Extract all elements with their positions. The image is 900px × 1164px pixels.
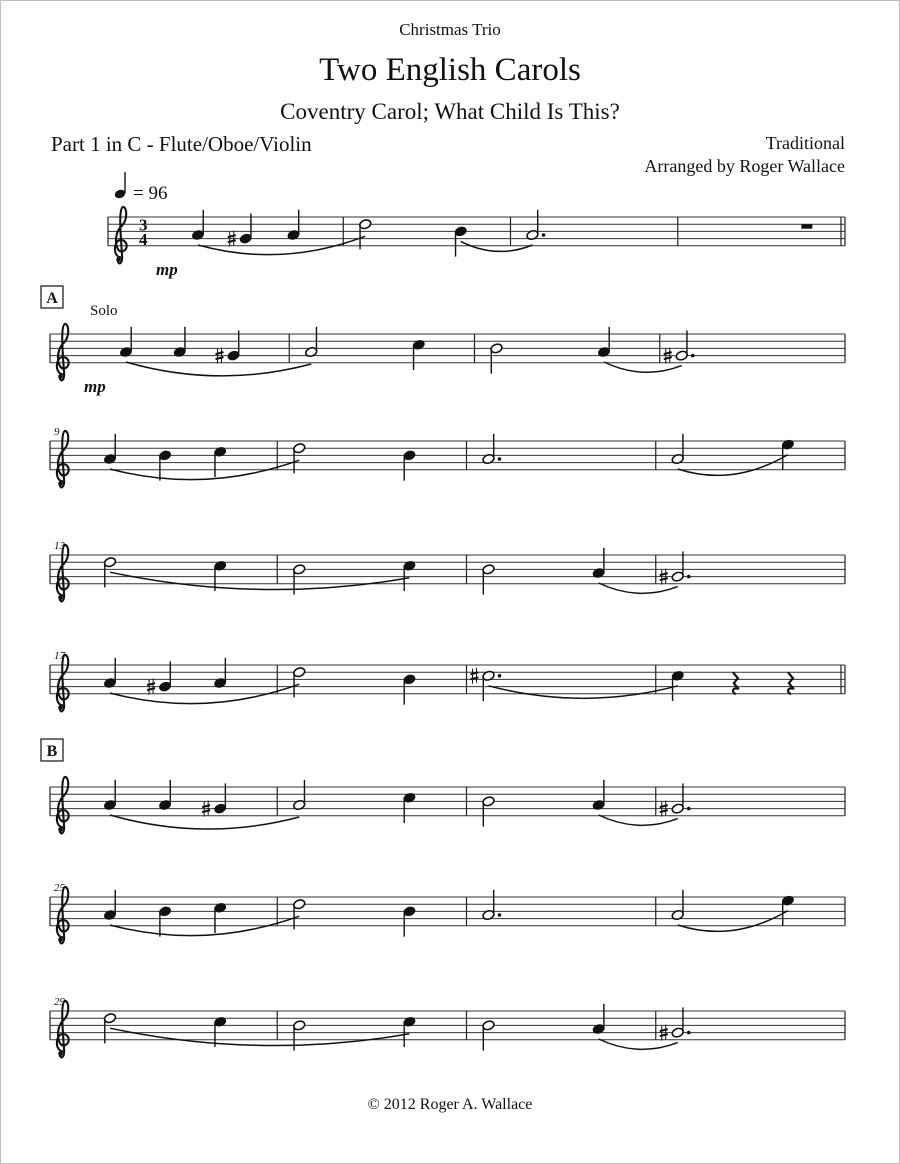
dot	[687, 1031, 691, 1035]
slur	[599, 583, 678, 593]
tempo-value: = 96	[133, 183, 168, 204]
staff-system-8	[50, 996, 845, 1057]
note	[158, 906, 171, 937]
tempo-marking	[114, 172, 168, 204]
treble-clef-icon	[57, 324, 69, 380]
note	[239, 213, 252, 244]
solo-marking: Solo	[90, 303, 118, 319]
note	[214, 1016, 227, 1047]
treble-clef-icon	[115, 207, 127, 263]
note	[482, 890, 501, 921]
slur	[489, 686, 678, 699]
rehearsal-mark	[41, 286, 63, 308]
measure-number: 9	[54, 426, 60, 438]
note	[191, 210, 204, 241]
staff-system-1	[108, 172, 845, 279]
slur	[599, 1039, 678, 1049]
note	[158, 780, 171, 811]
note	[671, 890, 684, 921]
slur	[110, 815, 299, 829]
note	[403, 1016, 416, 1047]
piece-subtitle: Coventry Carol; What Child Is This?	[280, 99, 620, 124]
slur	[599, 815, 678, 825]
note	[403, 674, 416, 705]
dot	[691, 354, 695, 358]
staff-system-3	[50, 426, 845, 487]
note	[454, 226, 467, 257]
time-signature-top: 3	[139, 215, 148, 235]
note	[671, 551, 690, 582]
slur	[678, 455, 788, 476]
quarter-rest-icon	[733, 672, 739, 694]
note	[103, 557, 116, 588]
note	[287, 210, 300, 241]
note	[214, 560, 227, 591]
note	[403, 792, 416, 823]
dot	[498, 913, 502, 917]
treble-clef-icon	[57, 777, 69, 833]
note	[526, 210, 545, 241]
measure-number: 17	[54, 650, 65, 662]
note	[103, 890, 116, 921]
note	[671, 783, 690, 814]
measure-number: 29	[54, 996, 65, 1008]
note	[173, 327, 186, 358]
note	[592, 780, 605, 811]
staff-system-4	[50, 540, 845, 601]
note	[592, 548, 605, 579]
note	[671, 670, 684, 701]
time-signature-bottom: 4	[139, 229, 148, 249]
quarter-rest-icon	[788, 672, 794, 694]
note	[103, 658, 116, 689]
note	[403, 450, 416, 481]
slur	[461, 241, 533, 251]
staff-system-7	[50, 882, 845, 943]
note	[675, 330, 694, 361]
note	[482, 1020, 495, 1051]
note	[158, 661, 171, 692]
treble-clef-icon	[57, 431, 69, 487]
rehearsal-letter: A	[46, 290, 58, 307]
dot	[687, 575, 691, 579]
note	[103, 434, 116, 465]
slur	[604, 362, 682, 372]
whole-rest-icon	[801, 224, 812, 229]
arranger: Arranged by Roger Wallace	[644, 156, 845, 176]
staff-system-5	[50, 650, 845, 711]
note	[592, 1004, 605, 1035]
collection-title: Christmas Trio	[399, 20, 501, 39]
note	[671, 1007, 690, 1038]
note	[359, 219, 372, 250]
time-signature	[139, 215, 148, 248]
piece-title: Two English Carols	[319, 52, 581, 88]
treble-clef-icon	[57, 655, 69, 711]
note	[305, 327, 318, 358]
note	[482, 434, 501, 465]
note	[214, 902, 227, 933]
slur	[110, 572, 409, 589]
note	[119, 327, 132, 358]
composer: Traditional	[765, 133, 845, 153]
note	[103, 1013, 116, 1044]
note	[403, 560, 416, 591]
note	[293, 899, 306, 930]
note	[214, 783, 227, 814]
note	[214, 446, 227, 477]
slur	[110, 1028, 409, 1045]
note	[781, 439, 794, 470]
staff-system-2	[41, 286, 845, 396]
dot	[687, 807, 691, 811]
note	[781, 895, 794, 926]
note	[403, 906, 416, 937]
dynamic-marking: mp	[84, 376, 106, 396]
note	[158, 450, 171, 481]
note	[293, 780, 306, 811]
staff-system-6	[41, 739, 845, 833]
rehearsal-mark	[41, 739, 63, 761]
note	[671, 434, 684, 465]
measure-number: 25	[54, 882, 65, 894]
note	[482, 796, 495, 827]
copyright-notice: © 2012 Roger A. Wallace	[367, 1096, 533, 1113]
note	[214, 658, 227, 689]
dot	[498, 457, 502, 461]
note	[482, 564, 495, 595]
note	[227, 330, 240, 361]
dot	[498, 674, 502, 678]
part-name: Part 1 in C - Flute/Oboe/Violin	[51, 132, 312, 156]
note	[293, 443, 306, 474]
dot	[542, 233, 546, 237]
treble-clef-icon	[57, 1001, 69, 1057]
note	[597, 327, 610, 358]
note	[412, 339, 425, 370]
note	[293, 667, 306, 698]
sharp-icon	[471, 668, 479, 684]
note	[490, 343, 503, 374]
note	[482, 670, 501, 701]
treble-clef-icon	[57, 545, 69, 601]
treble-clef-icon	[57, 887, 69, 943]
rehearsal-letter: B	[46, 743, 58, 760]
dynamic-marking: mp	[156, 259, 178, 279]
slur	[678, 911, 788, 932]
measure-number: 13	[54, 540, 65, 552]
note	[103, 780, 116, 811]
slur	[126, 362, 311, 376]
